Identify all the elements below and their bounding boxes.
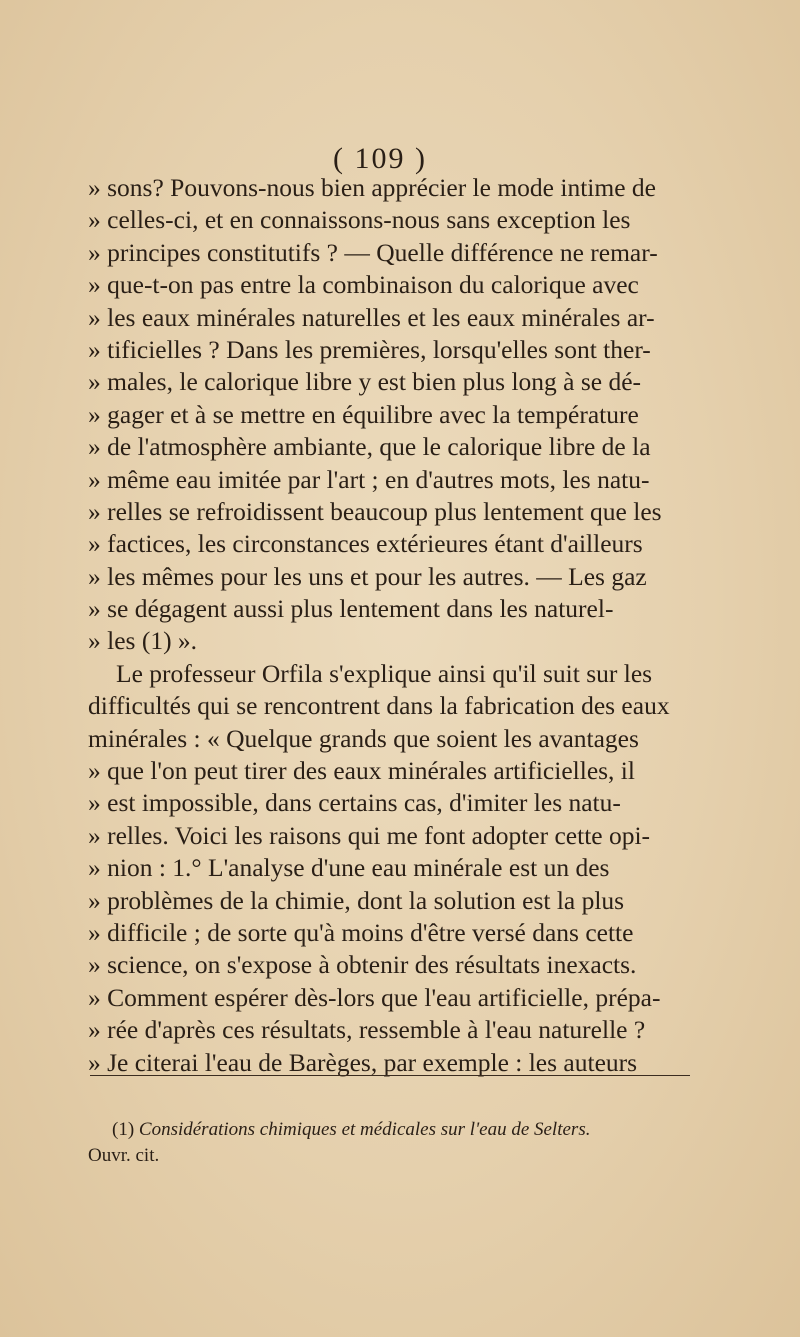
text-line: » tificielles ? Dans les premières, lorsqu'elles sont ther-: [88, 334, 651, 364]
text-line: » factices, les circonstances extérieures étant d'ailleurs: [88, 529, 643, 559]
text-line: » est impossible, dans certains cas, d'imiter les natu-: [88, 788, 621, 818]
text-line: » sons? Pouvons-nous bien apprécier le mode intime de: [88, 173, 656, 202]
footnote: [112, 1117, 692, 1143]
text-line: » Je citerai l'eau de Barèges, par exemple : les auteurs: [88, 1047, 638, 1077]
text-line: » gager et à se mettre en équilibre avec la température: [88, 399, 639, 429]
paragraph-start-line: Le professeur Orfila s'explique ainsi qu'il suit sur les: [116, 658, 653, 688]
text-line: » se dégagent aussi plus lentement dans les naturel-: [88, 594, 614, 624]
text-line: » les mêmes pour les uns et pour les autres. — Les gaz: [88, 561, 647, 591]
text-line: » celles-ci, et en connaissons-nous sans exception les: [88, 205, 631, 235]
text-line: » que l'on peut tirer des eaux minérales artificielles, il: [88, 756, 635, 786]
text-line: » nion : 1.° L'analyse d'une eau minérale est un des: [88, 853, 610, 883]
footnote-title: Considérations chimiques et médicales sur l'eau de Selters.: [138, 1119, 591, 1140]
footnote-source: Ouvr. cit.: [88, 1145, 160, 1166]
text-line: » rée d'après ces résultats, ressemble à l'eau naturelle ?: [88, 1015, 646, 1045]
body-text: [88, 172, 686, 1079]
text-line: » males, le calorique libre y est bien plus long à se dé-: [88, 367, 642, 397]
text-line: » relles. Voici les raisons qui me font adopter cette opi-: [88, 820, 651, 850]
text-line: » même eau imitée par l'art ; en d'autres mots, les natu-: [88, 464, 650, 494]
text-line: difficultés qui se rencontrent dans la fabrication des eaux: [88, 691, 670, 721]
text-line: » que-t-on pas entre la combinaison du calorique avec: [88, 270, 639, 300]
text-line: » relles se refroidissent beaucoup plus lentement que les: [88, 496, 662, 526]
text-line: » Comment espérer dès-lors que l'eau artificielle, prépa-: [88, 982, 661, 1012]
page-number: ( 109 ): [333, 142, 427, 175]
text-line: » les eaux minérales naturelles et les eaux minérales ar-: [88, 302, 655, 332]
text-line: » de l'atmosphère ambiante, que le calorique libre de la: [88, 432, 651, 462]
text-line: » principes constitutifs ? — Quelle différence ne remar-: [88, 237, 658, 267]
text-line: minérales : « Quelque grands que soient les avantages: [88, 723, 639, 753]
text-line: » science, on s'expose à obtenir des résultats inexacts.: [88, 950, 637, 980]
footnote-marker: (1): [112, 1119, 135, 1140]
footnote-divider: [90, 1075, 690, 1076]
text-line: » difficile ; de sorte qu'à moins d'être versé dans cette: [88, 917, 634, 947]
text-line: » les (1) ».: [88, 626, 198, 656]
text-line: » problèmes de la chimie, dont la solution est la plus: [88, 885, 625, 915]
